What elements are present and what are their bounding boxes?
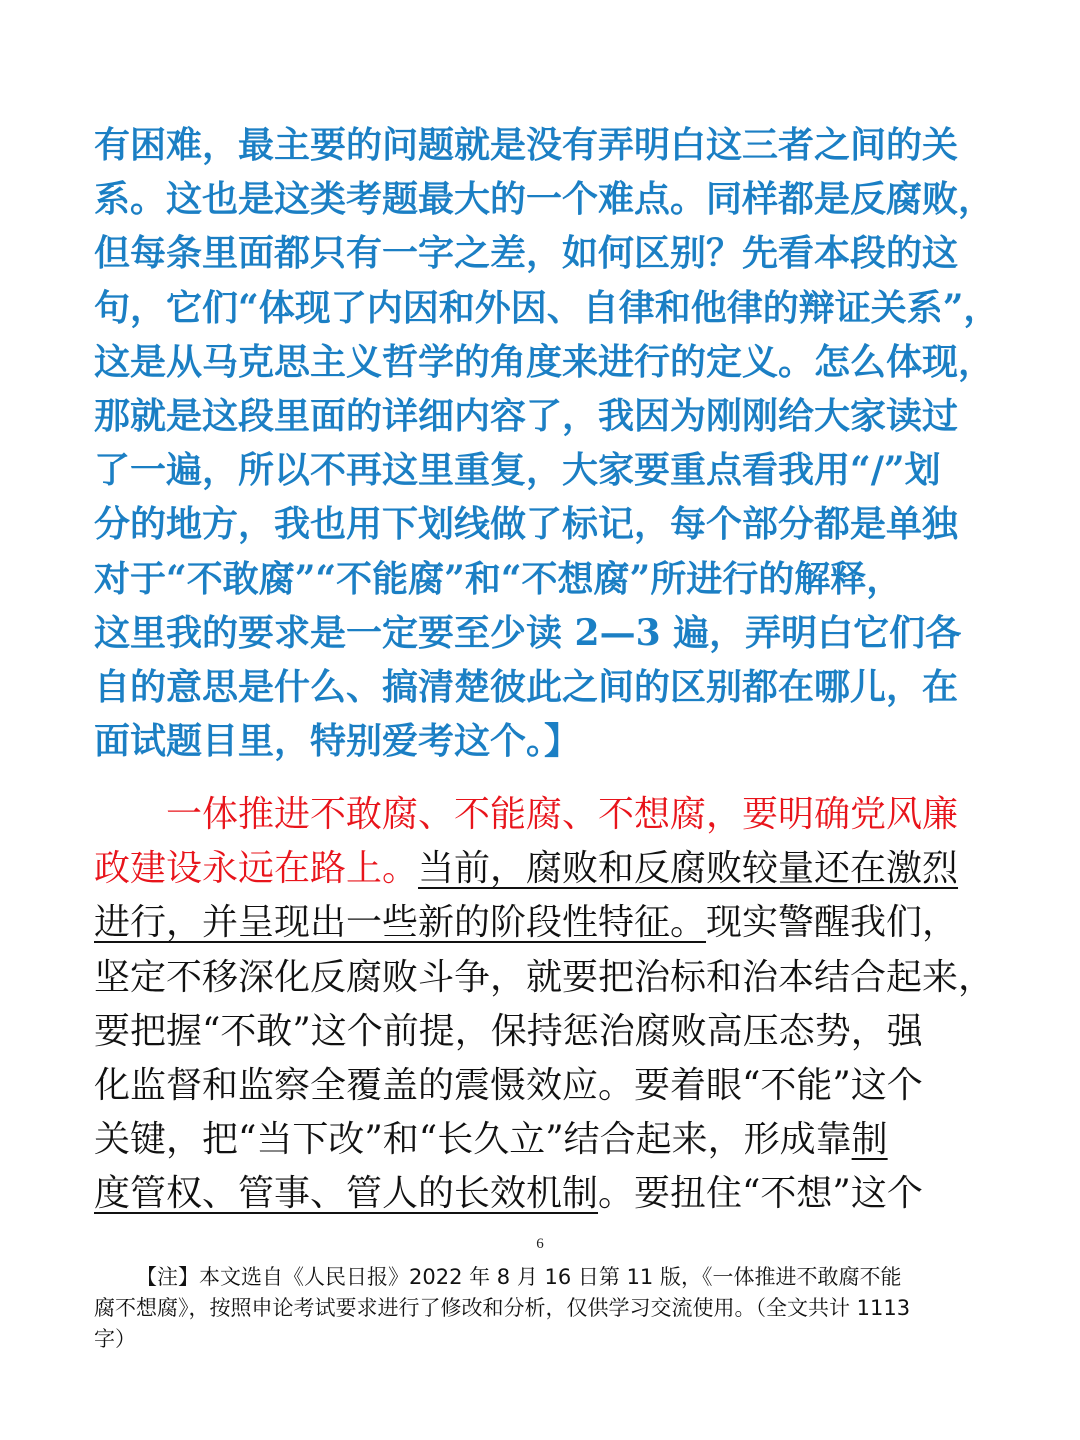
article-line (94, 788, 994, 842)
article-text: 关键，把“当下改”和“长久立”结合起来，形成靠 (94, 1119, 852, 1161)
footnote-line: 字） (94, 1327, 136, 1351)
commentary-line: 但每条里面都只有一字之差，如何区别？先看本段的这 (94, 232, 959, 275)
article-line (94, 896, 994, 950)
underlined-text: 制 (851, 1119, 888, 1161)
commentary-line: 有困难，最主要的问题就是没有弄明白这三者之间的关 (94, 124, 959, 166)
article-line: 坚定不移深化反腐败斗争，就要把治标和治本结合起来， (94, 956, 995, 998)
commentary-line: 句，它们“体现了内因和外因、自律和他律的辩证关系”， (94, 286, 1000, 329)
commentary-block (94, 118, 1000, 768)
article-paragraph (94, 788, 994, 1222)
footnote-line: 【注】本文选自《人民日报》2022 年 8 月 16 日第 11 版，《一体推进不敢腐不能 (136, 1265, 902, 1289)
article-line: 要把握“不敢”这个前提，保持惩治腐败高压态势，强 (94, 1010, 923, 1052)
commentary-line: 这里我的要求是一定要至少读 2—3 遍，弄明白它们各 (94, 611, 962, 654)
commentary-line: 对于“不敢腐”“不能腐”和“不想腐”所进行的解释， (94, 557, 903, 600)
footnote (94, 1262, 994, 1355)
article-line (94, 1113, 994, 1167)
article-line (94, 1167, 994, 1221)
highlighted-heading-text: 一体推进不敢腐、不能腐、不想腐，要明确党风廉 (166, 794, 959, 835)
underlined-text: 度管权、管事、管人的长效机制 (94, 1173, 599, 1215)
commentary-line: 系。这也是这类考题最大的一个难点。同样都是反腐败， (94, 178, 995, 221)
commentary-line: 面试题目里，特别爱考这个。】 (94, 720, 581, 763)
commentary-line: 那就是这段里面的详细内容了，我因为刚刚给大家读过 (94, 395, 959, 438)
commentary-line: 分的地方，我也用下划线做了标记，每个部分都是单独 (94, 503, 959, 546)
commentary-line: 了一遍，所以不再这里重复，大家要重点看我用“/”划 (94, 449, 941, 492)
article-line (94, 842, 994, 896)
footnote-line: 腐不想腐》，按照申论考试要求进行了修改和分析，仅供学习交流使用。（全文共计 1113 (94, 1296, 911, 1320)
page-number: 6 (536, 1236, 544, 1252)
article-text: 现实警醒我们， (706, 902, 959, 944)
article-text: 。要扭住“不想”这个 (598, 1173, 923, 1215)
highlighted-heading-text: 政建设永远在路上。 (94, 848, 419, 890)
commentary-line: 这是从马克思主义哲学的角度来进行的定义。怎么体现， (94, 340, 995, 383)
underlined-text: 进行，并呈现出一些新的阶段性特征。 (94, 902, 707, 944)
commentary-line: 自的意思是什么、搞清楚彼此之间的区别都在哪儿，在 (94, 666, 959, 709)
article-line: 化监督和监察全覆盖的震慑效应。要着眼“不能”这个 (94, 1065, 923, 1107)
underlined-text: 当前，腐败和反腐败较量还在激烈 (418, 848, 959, 890)
